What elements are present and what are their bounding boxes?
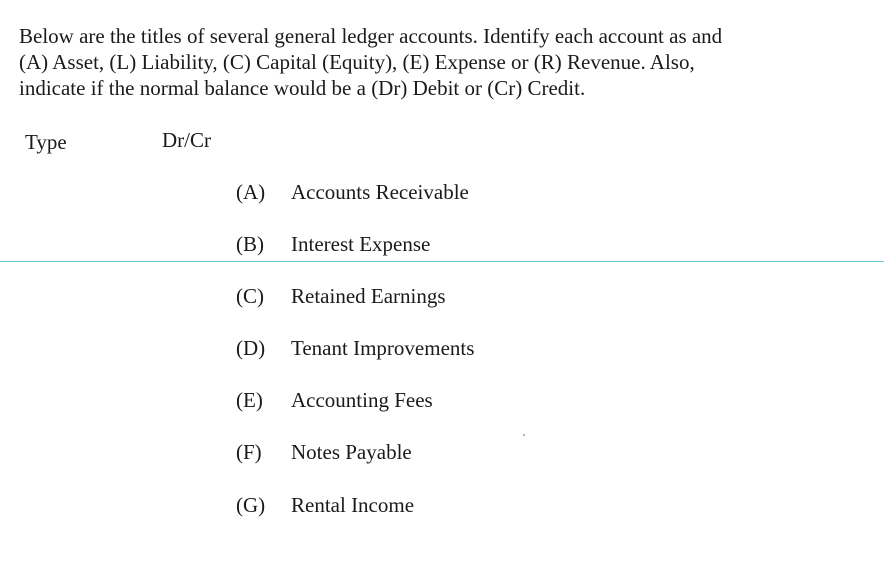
- account-letter: (A): [236, 180, 266, 204]
- account-name: Accounting Fees: [291, 388, 433, 412]
- account-item-g: [236, 493, 414, 518]
- account-item-a: [236, 180, 469, 205]
- account-item-c: [236, 284, 446, 309]
- scan-speck: [523, 434, 525, 436]
- account-letter: (E): [236, 388, 263, 412]
- instructions-paragraph: [19, 23, 859, 101]
- account-item-f: [236, 440, 412, 465]
- account-letter: (G): [236, 493, 266, 517]
- account-item-d: [236, 336, 474, 361]
- instructions-line-1: Below are the titles of several general ledger accounts. Identify each account as and: [19, 24, 723, 48]
- account-letter: (C): [236, 284, 264, 308]
- account-name: Accounts Receivable: [291, 180, 469, 204]
- account-letter: (D): [236, 336, 266, 360]
- account-item-e: [236, 388, 433, 413]
- account-name: Retained Earnings: [291, 284, 446, 308]
- instructions-line-2: (A) Asset, (L) Liability, (C) Capital (Equity), (E) Expense or (R) Revenue. Also,: [19, 50, 695, 74]
- account-item-b: [236, 232, 430, 257]
- account-letter: (B): [236, 232, 264, 256]
- account-letter: (F): [236, 440, 262, 464]
- drcr-column-header: Dr/Cr: [162, 128, 211, 152]
- account-name: Notes Payable: [291, 440, 412, 464]
- account-name: Rental Income: [291, 493, 415, 517]
- account-name: Interest Expense: [291, 232, 431, 256]
- account-name: Tenant Improvements: [291, 336, 475, 360]
- instructions-line-3: indicate if the normal balance would be a (Dr) Debit or (Cr) Credit.: [19, 76, 586, 100]
- horizontal-divider: [0, 261, 884, 262]
- type-column-header: Type: [25, 130, 67, 154]
